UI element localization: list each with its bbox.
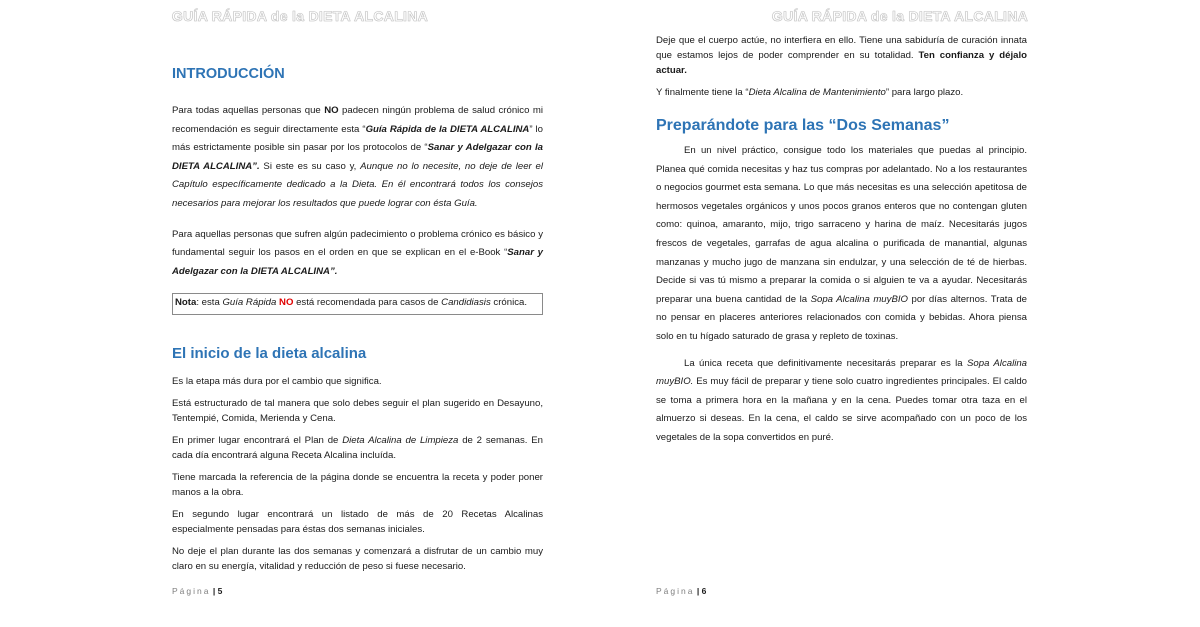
section-heading-introduccion: INTRODUCCIÓN <box>172 66 285 82</box>
text-run: Para aquellas personas que sufren algún padecimiento o problema crónico es básico y fundamental seguir los pasos en el orden en que se explican en el e-Book “ <box>172 228 543 259</box>
text-run-italic: Dieta Alcalina de Limpieza <box>342 435 459 446</box>
text-run: : esta <box>196 297 223 309</box>
page-6-body <box>656 115 1027 448</box>
text-run: ” para largo plazo. <box>885 87 964 98</box>
continued-paragraph-2 <box>656 85 1027 100</box>
page-6-body-top <box>656 33 1027 100</box>
footer-separator: | <box>210 586 218 596</box>
intro-paragraph-2 <box>172 226 543 282</box>
prep-paragraph-2 <box>656 355 1027 448</box>
start-paragraph-2: Está estructurado de tal manera que solo debes seguir el plan sugerido en Desayuno, Tentempié, Comida, Merienda y Cena. <box>172 398 543 424</box>
text-run-italic: Aunque no lo necesite, no deje de leer el Capítulo específicamente dedicado a la Dieta. En él encontrará todos los consejos necesarios para mejorar los resultados que puede lograr con ésta Guía. <box>172 160 543 209</box>
text-run-bold: NO <box>324 105 339 116</box>
footer-separator: | <box>694 586 702 596</box>
text-run-bold-italic: Guía Rápida de la DIETA ALCALINA <box>365 123 530 135</box>
document-page-6 <box>600 0 1200 627</box>
text-run-bold: Ten confianza y déjalo actuar. <box>656 50 1027 76</box>
page-number: 5 <box>217 586 223 596</box>
text-run-italic: Guía Rápida <box>222 297 277 309</box>
section-heading-inicio: El inicio de la dieta alcalina <box>172 345 367 362</box>
text-run: crónica. <box>490 297 528 309</box>
start-paragraph-5: En segundo lugar encontrará un listado de más de 20 Recetas Alcalinas especialmente pensadas para éstas dos semanas iniciales. <box>172 509 543 535</box>
note-box <box>172 293 543 315</box>
start-paragraph-4: Tiene marcada la referencia de la página donde se encuentra la receta y poder poner manos a la obra. <box>172 472 543 498</box>
text-run-bold-italic: Sanar y Adelgazar con la DIETA ALCALINA”. <box>172 247 543 277</box>
text-run-bold-italic: Sanar y Adelgazar con la DIETA ALCALINA”. <box>172 142 543 172</box>
start-paragraph-1: Es la etapa más dura por el cambio que significa. <box>172 376 382 387</box>
text-run: Deje que el cuerpo actúe, no interfiera en ello. Tiene una sabiduría de curación innata que estamos lejos de poder comprender en su totalidad. <box>656 35 1027 61</box>
text-run: La única receta que definitivamente necesitarás preparar es la <box>684 357 967 369</box>
text-run: Para todas aquellas personas que <box>172 105 325 116</box>
continued-paragraph-1 <box>656 33 1027 78</box>
text-run: de 2 semanas. En cada día encontrará alguna Receta Alcalina incluída. <box>172 435 543 461</box>
page-footer <box>172 586 222 596</box>
text-run-italic: Sopa Alcalina muyBIO. <box>656 357 1028 388</box>
text-run: Es muy fácil de preparar y tiene solo cuatro ingredientes principales. El caldo se toma a primera hora en la mañana y en la cena. Puedes tomar otra taza en el almuerzo si deseas. En la cena, el caldo se sirve acompañado con un poco de los vegetales de la sopa convertidos en puré. <box>656 376 1027 443</box>
text-run: está recomendada para casos de <box>293 297 442 309</box>
page-5-body <box>172 64 543 315</box>
note-label: Nota <box>175 297 197 309</box>
footer-label: Página <box>656 586 695 596</box>
running-header: GUÍA RÁPIDA de la DIETA ALCALINA <box>171 8 429 24</box>
page-5-body-lower <box>172 344 543 574</box>
text-run: por días alternos. Trata de no pensar en placeres anteriores relacionados con comida y bebidas. Ahora piensa solo en tu hígado saturado de grasa y repleto de toxinas. <box>656 293 1027 342</box>
text-run-italic: Candidiasis <box>441 297 491 309</box>
section-heading-preparandote: Preparándote para las “Dos Semanas” <box>656 117 950 134</box>
text-run: ” lo más estrictamente posible sin pasar por los protocolos de “ <box>172 123 544 154</box>
text-run-italic: Dieta Alcalina de Mantenimiento <box>748 87 886 98</box>
page-footer <box>656 586 706 596</box>
intro-paragraph-1 <box>172 102 543 214</box>
start-paragraph-3 <box>172 433 543 463</box>
text-run: En primer lugar encontrará el Plan de <box>172 435 343 446</box>
text-run-alert: NO <box>279 297 294 309</box>
page-number: 6 <box>701 586 707 596</box>
prep-paragraph-1 <box>656 142 1027 347</box>
text-run: En un nivel práctico, consigue todo los materiales que puedas al principio. Planea qué comida necesitas y haz tus compras por adelantado. No a los restaurantes o negocios gourmet esta semana. Lo que más necesitas es una selección apetitosa de hermosos vegetales orgánicos y unos pocos granos enteros que no contengan gluten como: quinoa, amaranto, mijo, trigo sarraceno y harina de maíz. Necesitarás jugos frescos de vegetales, garrafas de agua alcalina o purificada de manantial, algunas manzanas y mucho jugo de manzana sin endulzar, y una selección de té de hierbas. Decide si vas tú mismo a preparar la comida o si alguien te va a ayudar. Necesitarás preparar una buena cantidad de la <box>656 145 1027 305</box>
footer-label: Página <box>172 586 211 596</box>
text-run: Y finalmente tiene la “ <box>656 87 749 98</box>
text-run: Si este es su caso y, <box>259 160 361 172</box>
running-header: GUÍA RÁPIDA de la DIETA ALCALINA <box>771 8 1029 24</box>
text-run: padecen ningún problema de salud crónico mi recomendación es seguir directamente esta “ <box>172 105 543 135</box>
start-paragraph-6: No deje el plan durante las dos semanas y comenzará a disfrutar de un cambio muy claro en su energía, vitalidad y reducción de peso si fuese necesario. <box>172 546 543 572</box>
text-run-italic: Sopa Alcalina muyBIO <box>810 293 908 305</box>
